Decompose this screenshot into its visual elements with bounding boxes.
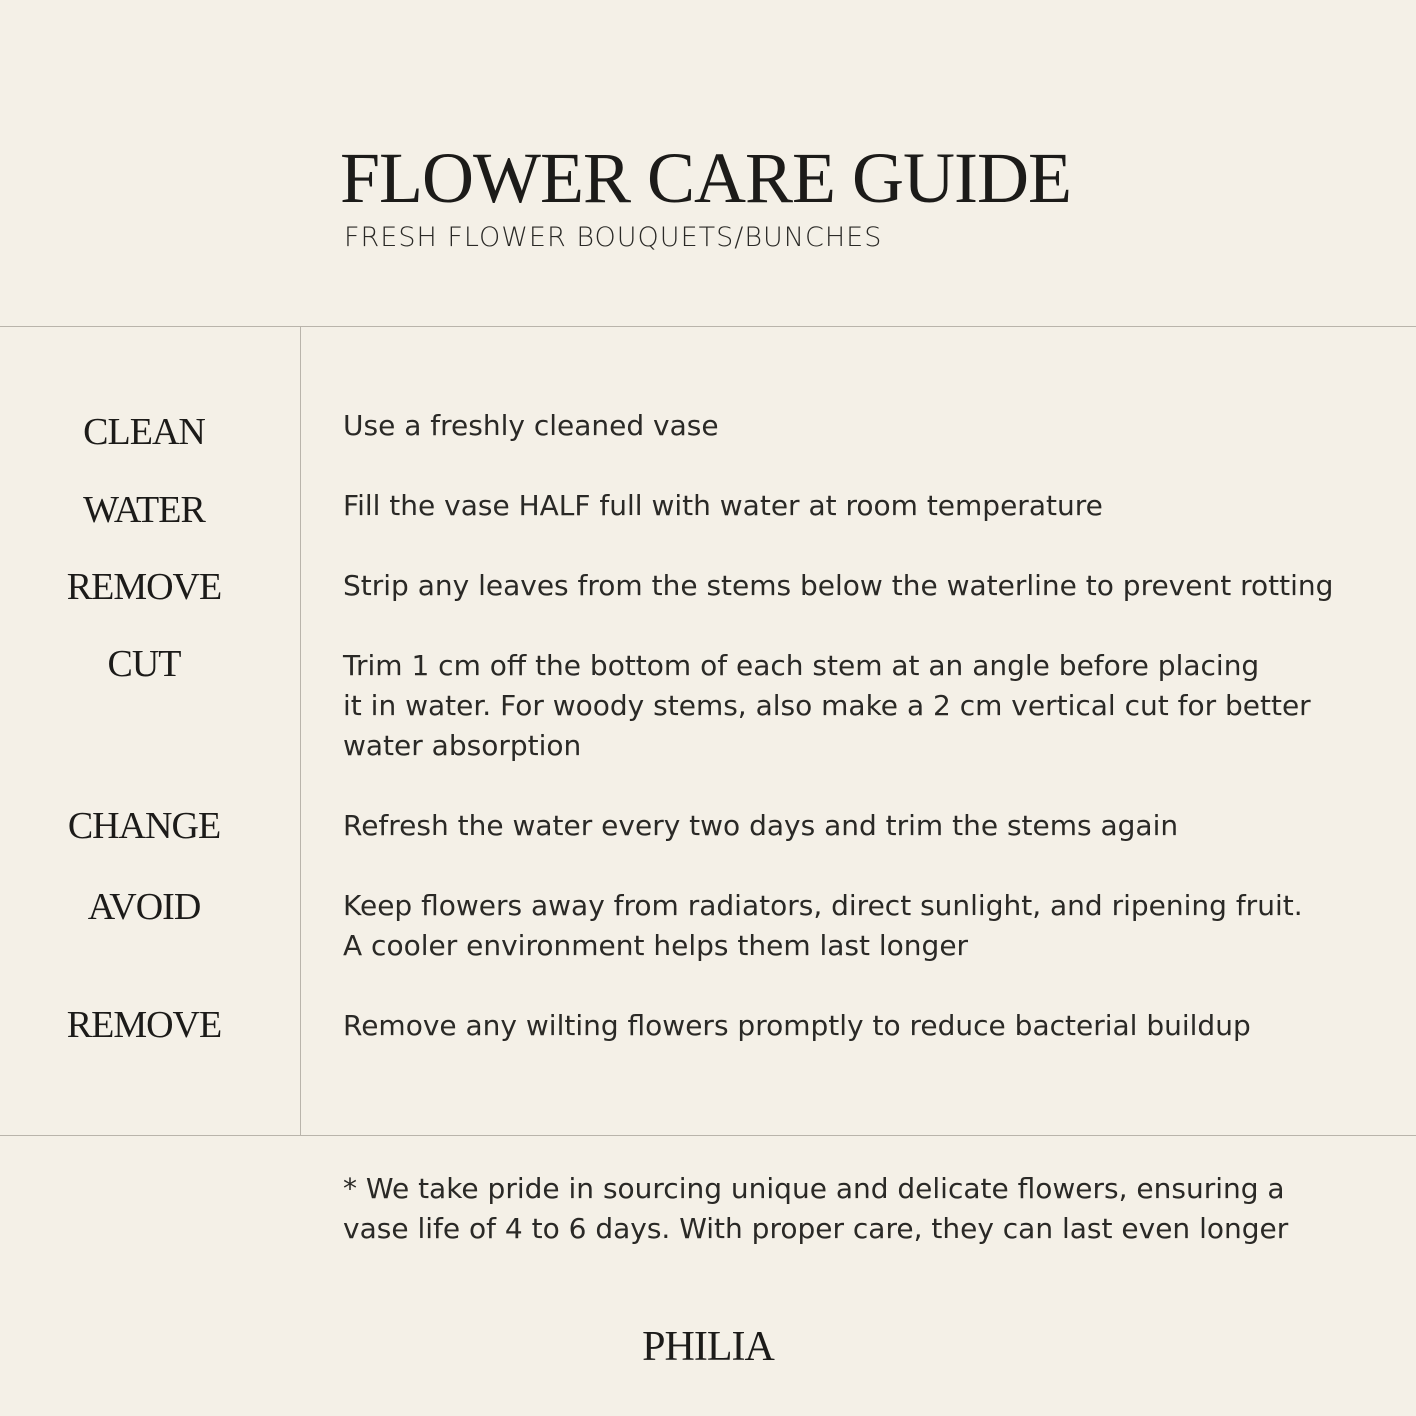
step-label-remove-leaves: REMOVE: [66, 566, 222, 608]
bottom-divider: [0, 1135, 1416, 1136]
step-text-clean: Use a freshly cleaned vase: [343, 409, 719, 442]
brand-logo: PHILIA: [642, 1324, 774, 1370]
step-label-avoid: AVOID: [87, 886, 201, 928]
page-title: FLOWER CARE GUIDE: [340, 138, 1071, 218]
step-text-remove-leaves: Strip any leaves from the stems below the waterline to prevent rotting: [343, 569, 1334, 602]
step-text-avoid: Keep flowers away from radiators, direct sunlight, and ripening fruit. A cooler environment helps them last longer: [343, 889, 1303, 962]
top-divider: [0, 326, 1416, 327]
step-label-remove-wilting: REMOVE: [66, 1004, 222, 1046]
step-label-clean: CLEAN: [83, 411, 205, 453]
column-divider: [300, 327, 301, 1135]
step-text-cut: Trim 1 cm off the bottom of each stem at an angle before placing it in water. For woody stems, also make a 2 cm vertical cut for better water absorption: [343, 649, 1311, 762]
step-text-change: Refresh the water every two days and trim the stems again: [343, 809, 1179, 842]
step-text-remove-wilting: Remove any wilting flowers promptly to reduce bacterial buildup: [343, 1009, 1251, 1042]
footnote: * We take pride in sourcing unique and delicate flowers, ensuring a vase life of 4 to 6 days. With proper care, they can last even longer: [343, 1172, 1289, 1245]
step-text-water: Fill the vase HALF full with water at room temperature: [343, 489, 1103, 522]
step-label-cut: CUT: [107, 643, 181, 685]
step-label-change: CHANGE: [67, 805, 221, 847]
step-label-water: WATER: [83, 489, 205, 531]
page-subtitle: FRESH FLOWER BOUQUETS/BUNCHES: [344, 222, 883, 253]
